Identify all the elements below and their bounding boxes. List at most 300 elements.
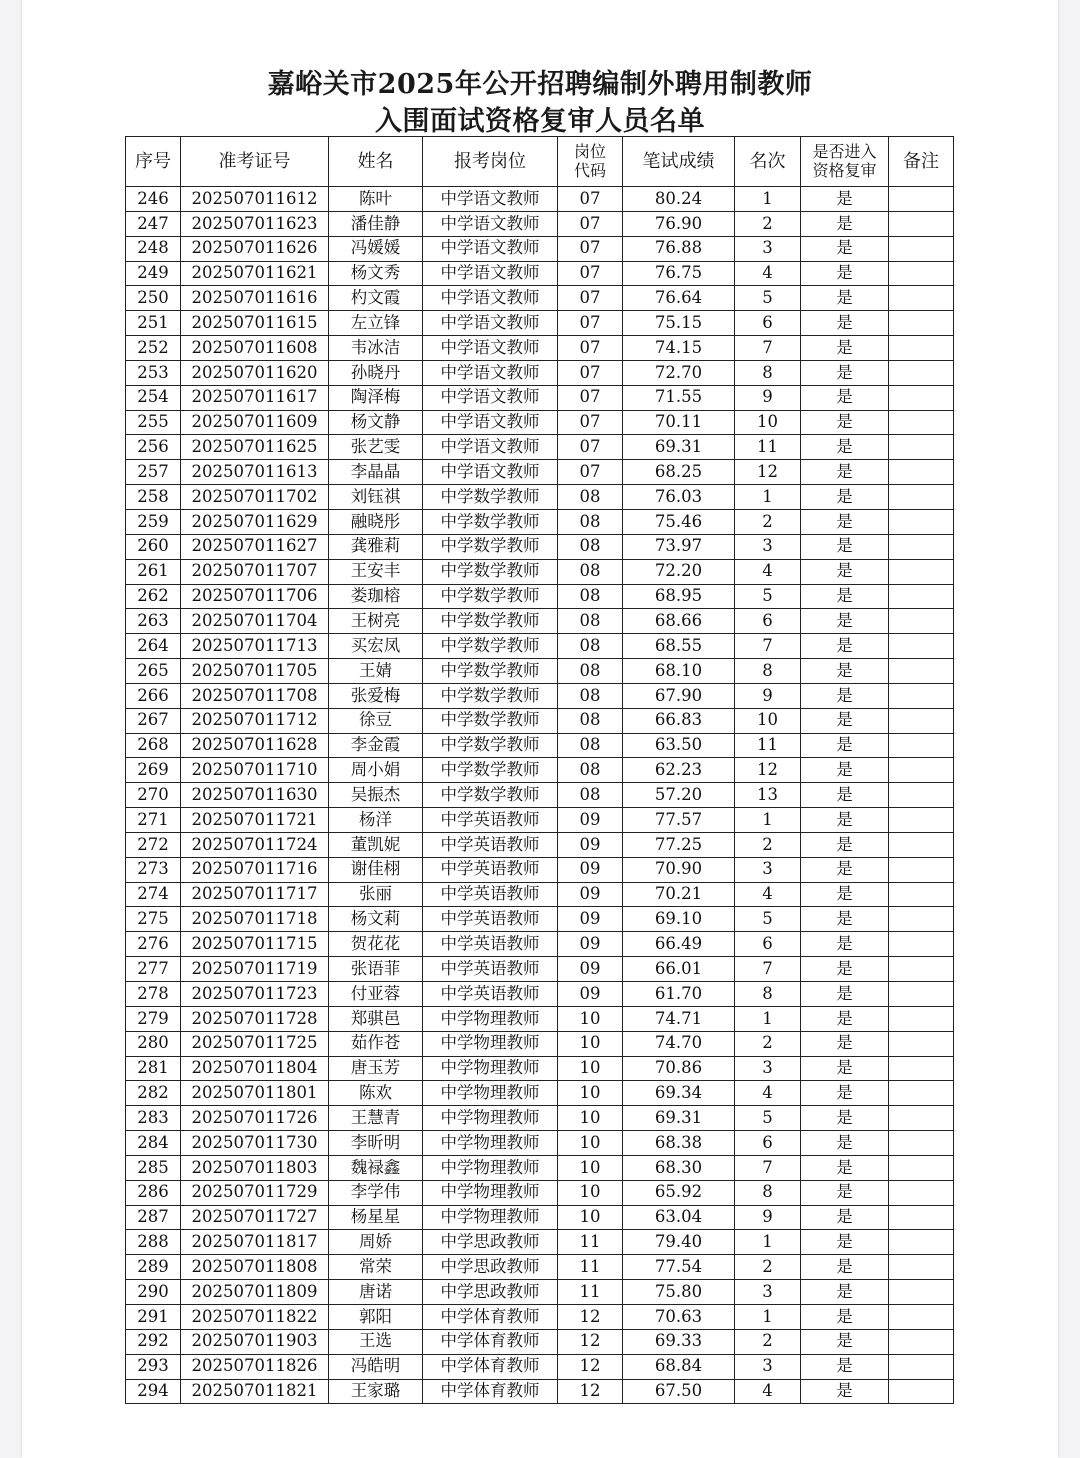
table-row	[126, 1031, 954, 1056]
cell-position: 中学物理教师	[423, 1180, 558, 1205]
cell-name: 陈叶	[329, 187, 423, 212]
cell-score: 70.63	[623, 1304, 735, 1329]
cell-review: 是	[801, 1180, 889, 1205]
header-exam-id: 准考证号	[181, 137, 329, 187]
cell-exam-id: 202507011727	[181, 1205, 329, 1230]
cell-position-code: 11	[558, 1230, 623, 1255]
cell-exam-id: 202507011617	[181, 385, 329, 410]
cell-remark	[889, 1354, 954, 1379]
cell-rank: 2	[735, 1031, 801, 1056]
cell-score: 75.80	[623, 1280, 735, 1305]
cell-rank: 9	[735, 683, 801, 708]
table-row	[126, 311, 954, 336]
cell-name: 刘钰祺	[329, 485, 423, 510]
cell-position: 中学语文教师	[423, 435, 558, 460]
cell-seq: 283	[126, 1106, 181, 1131]
cell-score: 69.31	[623, 435, 735, 460]
cell-rank: 2	[735, 1255, 801, 1280]
cell-remark	[889, 733, 954, 758]
cell-rank: 5	[735, 584, 801, 609]
cell-review: 是	[801, 1304, 889, 1329]
table-row	[126, 1354, 954, 1379]
cell-score: 70.90	[623, 857, 735, 882]
cell-position-code: 07	[558, 311, 623, 336]
table-row	[126, 1006, 954, 1031]
cell-seq: 260	[126, 534, 181, 559]
table-row	[126, 783, 954, 808]
cell-seq: 254	[126, 385, 181, 410]
cell-score: 69.31	[623, 1106, 735, 1131]
cell-seq: 280	[126, 1031, 181, 1056]
cell-remark	[889, 509, 954, 534]
cell-review: 是	[801, 1031, 889, 1056]
cell-name: 王慧青	[329, 1106, 423, 1131]
cell-review: 是	[801, 187, 889, 212]
cell-rank: 2	[735, 1329, 801, 1354]
cell-rank: 10	[735, 708, 801, 733]
cell-position-code: 08	[558, 634, 623, 659]
cell-rank: 1	[735, 1230, 801, 1255]
cell-seq: 287	[126, 1205, 181, 1230]
cell-score: 70.86	[623, 1056, 735, 1081]
cell-position: 中学语文教师	[423, 336, 558, 361]
table-row	[126, 211, 954, 236]
cell-rank: 6	[735, 932, 801, 957]
cell-exam-id: 202507011608	[181, 336, 329, 361]
cell-position: 中学物理教师	[423, 1155, 558, 1180]
cell-review: 是	[801, 1081, 889, 1106]
cell-exam-id: 202507011623	[181, 211, 329, 236]
cell-rank: 13	[735, 783, 801, 808]
header-name: 姓名	[329, 137, 423, 187]
table-row	[126, 857, 954, 882]
cell-exam-id: 202507011716	[181, 857, 329, 882]
cell-seq: 279	[126, 1006, 181, 1031]
cell-name: 郭阳	[329, 1304, 423, 1329]
table-row	[126, 708, 954, 733]
cell-score: 65.92	[623, 1180, 735, 1205]
cell-rank: 3	[735, 1056, 801, 1081]
cell-rank: 7	[735, 336, 801, 361]
table-row	[126, 1131, 954, 1156]
cell-position: 中学语文教师	[423, 261, 558, 286]
table-row	[126, 1329, 954, 1354]
cell-remark	[889, 385, 954, 410]
cell-remark	[889, 460, 954, 485]
cell-remark	[889, 1379, 954, 1404]
table-row	[126, 1304, 954, 1329]
cell-rank: 5	[735, 907, 801, 932]
cell-remark	[889, 708, 954, 733]
cell-seq: 255	[126, 410, 181, 435]
cell-review: 是	[801, 982, 889, 1007]
table-row	[126, 733, 954, 758]
cell-name: 王家璐	[329, 1379, 423, 1404]
cell-review: 是	[801, 882, 889, 907]
cell-seq: 268	[126, 733, 181, 758]
cell-exam-id: 202507011616	[181, 286, 329, 311]
cell-position-code: 10	[558, 1205, 623, 1230]
cell-seq: 278	[126, 982, 181, 1007]
cell-name: 张艺雯	[329, 435, 423, 460]
cell-remark	[889, 808, 954, 833]
cell-remark	[889, 534, 954, 559]
cell-rank: 1	[735, 485, 801, 510]
cell-review: 是	[801, 311, 889, 336]
cell-review: 是	[801, 1280, 889, 1305]
cell-remark	[889, 1106, 954, 1131]
cell-remark	[889, 832, 954, 857]
cell-score: 76.88	[623, 236, 735, 261]
table-row	[126, 336, 954, 361]
cell-exam-id: 202507011715	[181, 932, 329, 957]
cell-seq: 263	[126, 609, 181, 634]
cell-seq: 252	[126, 336, 181, 361]
table-row	[126, 634, 954, 659]
cell-review: 是	[801, 534, 889, 559]
cell-position-code: 09	[558, 808, 623, 833]
cell-remark	[889, 982, 954, 1007]
cell-exam-id: 202507011723	[181, 982, 329, 1007]
table-row	[126, 609, 954, 634]
cell-position: 中学英语教师	[423, 882, 558, 907]
cell-position-code: 10	[558, 1155, 623, 1180]
table-row	[126, 1155, 954, 1180]
cell-name: 李晶晶	[329, 460, 423, 485]
cell-exam-id: 202507011704	[181, 609, 329, 634]
cell-name: 王选	[329, 1329, 423, 1354]
header-rank: 名次	[735, 137, 801, 187]
cell-rank: 1	[735, 1006, 801, 1031]
cell-exam-id: 202507011627	[181, 534, 329, 559]
cell-position-code: 08	[558, 559, 623, 584]
cell-seq: 270	[126, 783, 181, 808]
cell-seq: 251	[126, 311, 181, 336]
cell-remark	[889, 410, 954, 435]
cell-name: 杓文霞	[329, 286, 423, 311]
cell-score: 76.90	[623, 211, 735, 236]
cell-seq: 291	[126, 1304, 181, 1329]
cell-rank: 6	[735, 609, 801, 634]
cell-exam-id: 202507011718	[181, 907, 329, 932]
cell-seq: 285	[126, 1155, 181, 1180]
cell-review: 是	[801, 360, 889, 385]
cell-review: 是	[801, 832, 889, 857]
cell-name: 徐豆	[329, 708, 423, 733]
table-row	[126, 187, 954, 212]
cell-rank: 11	[735, 435, 801, 460]
cell-exam-id: 202507011615	[181, 311, 329, 336]
cell-seq: 267	[126, 708, 181, 733]
cell-score: 72.20	[623, 559, 735, 584]
cell-review: 是	[801, 385, 889, 410]
cell-seq: 273	[126, 857, 181, 882]
cell-rank: 5	[735, 1106, 801, 1131]
cell-exam-id: 202507011903	[181, 1329, 329, 1354]
cell-position: 中学体育教师	[423, 1354, 558, 1379]
cell-score: 68.95	[623, 584, 735, 609]
cell-review: 是	[801, 286, 889, 311]
cell-exam-id: 202507011708	[181, 683, 329, 708]
cell-rank: 2	[735, 211, 801, 236]
cell-position-code: 07	[558, 360, 623, 385]
table-row	[126, 1205, 954, 1230]
cell-score: 68.84	[623, 1354, 735, 1379]
table-row	[126, 957, 954, 982]
cell-rank: 3	[735, 534, 801, 559]
cell-score: 68.66	[623, 609, 735, 634]
cell-name: 谢佳栩	[329, 857, 423, 882]
cell-remark	[889, 1131, 954, 1156]
cell-score: 68.30	[623, 1155, 735, 1180]
table-row	[126, 882, 954, 907]
cell-remark	[889, 360, 954, 385]
cell-position-code: 07	[558, 187, 623, 212]
table-row	[126, 1230, 954, 1255]
cell-review: 是	[801, 336, 889, 361]
cell-position: 中学英语教师	[423, 857, 558, 882]
cell-review: 是	[801, 460, 889, 485]
cell-name: 唐玉芳	[329, 1056, 423, 1081]
cell-remark	[889, 1180, 954, 1205]
cell-position: 中学语文教师	[423, 311, 558, 336]
cell-review: 是	[801, 1155, 889, 1180]
cell-score: 67.50	[623, 1379, 735, 1404]
cell-remark	[889, 435, 954, 460]
cell-position: 中学英语教师	[423, 808, 558, 833]
cell-review: 是	[801, 857, 889, 882]
header-code-line2: 代码	[573, 160, 606, 180]
cell-position: 中学体育教师	[423, 1329, 558, 1354]
cell-position-code: 08	[558, 485, 623, 510]
cell-position: 中学数学教师	[423, 708, 558, 733]
cell-review: 是	[801, 708, 889, 733]
cell-exam-id: 202507011803	[181, 1155, 329, 1180]
cell-position: 中学物理教师	[423, 1031, 558, 1056]
cell-position: 中学语文教师	[423, 187, 558, 212]
cell-name: 左立锋	[329, 311, 423, 336]
cell-position: 中学数学教师	[423, 485, 558, 510]
table-row	[126, 559, 954, 584]
cell-seq: 248	[126, 236, 181, 261]
cell-position-code: 07	[558, 286, 623, 311]
header-remark: 备注	[889, 137, 954, 187]
cell-position-code: 08	[558, 534, 623, 559]
cell-rank: 11	[735, 733, 801, 758]
cell-rank: 5	[735, 286, 801, 311]
cell-seq: 281	[126, 1056, 181, 1081]
cell-review: 是	[801, 808, 889, 833]
cell-position-code: 07	[558, 385, 623, 410]
cell-rank: 8	[735, 1180, 801, 1205]
cell-exam-id: 202507011705	[181, 659, 329, 684]
cell-remark	[889, 187, 954, 212]
cell-remark	[889, 1056, 954, 1081]
table-row	[126, 907, 954, 932]
cell-rank: 3	[735, 1354, 801, 1379]
cell-name: 融晓彤	[329, 509, 423, 534]
cell-exam-id: 202507011626	[181, 236, 329, 261]
cell-remark	[889, 634, 954, 659]
cell-position-code: 08	[558, 758, 623, 783]
cell-position-code: 09	[558, 832, 623, 857]
cell-seq: 284	[126, 1131, 181, 1156]
cell-remark	[889, 1006, 954, 1031]
cell-review: 是	[801, 1354, 889, 1379]
cell-name: 王树亮	[329, 609, 423, 634]
cell-position-code: 07	[558, 435, 623, 460]
cell-exam-id: 202507011728	[181, 1006, 329, 1031]
cell-review: 是	[801, 485, 889, 510]
cell-remark	[889, 261, 954, 286]
cell-exam-id: 202507011625	[181, 435, 329, 460]
cell-score: 68.10	[623, 659, 735, 684]
document-title-line2: 入围面试资格复审人员名单	[375, 106, 705, 137]
cell-remark	[889, 907, 954, 932]
cell-name: 郑骐邑	[329, 1006, 423, 1031]
cell-seq: 292	[126, 1329, 181, 1354]
table-row	[126, 460, 954, 485]
cell-exam-id: 202507011808	[181, 1255, 329, 1280]
table-row	[126, 485, 954, 510]
cell-remark	[889, 857, 954, 882]
cell-position-code: 10	[558, 1081, 623, 1106]
table-row	[126, 360, 954, 385]
cell-exam-id: 202507011713	[181, 634, 329, 659]
cell-rank: 4	[735, 1379, 801, 1404]
cell-position-code: 07	[558, 211, 623, 236]
cell-position-code: 08	[558, 659, 623, 684]
cell-review: 是	[801, 1006, 889, 1031]
cell-remark	[889, 659, 954, 684]
cell-rank: 2	[735, 832, 801, 857]
cell-remark	[889, 932, 954, 957]
cell-score: 76.64	[623, 286, 735, 311]
cell-seq: 250	[126, 286, 181, 311]
cell-position: 中学语文教师	[423, 460, 558, 485]
cell-position: 中学英语教师	[423, 907, 558, 932]
cell-name: 李昕明	[329, 1131, 423, 1156]
cell-position: 中学英语教师	[423, 982, 558, 1007]
cell-seq: 271	[126, 808, 181, 833]
cell-seq: 286	[126, 1180, 181, 1205]
cell-remark	[889, 311, 954, 336]
cell-position: 中学物理教师	[423, 1056, 558, 1081]
cell-seq: 257	[126, 460, 181, 485]
cell-review: 是	[801, 733, 889, 758]
table-row	[126, 410, 954, 435]
cell-position: 中学物理教师	[423, 1006, 558, 1031]
cell-seq: 293	[126, 1354, 181, 1379]
cell-position-code: 10	[558, 1056, 623, 1081]
cell-exam-id: 202507011710	[181, 758, 329, 783]
table-row	[126, 982, 954, 1007]
header-seq: 序号	[126, 137, 181, 187]
cell-review: 是	[801, 932, 889, 957]
table-row	[126, 1056, 954, 1081]
cell-rank: 8	[735, 360, 801, 385]
cell-rank: 3	[735, 236, 801, 261]
cell-rank: 1	[735, 187, 801, 212]
cell-exam-id: 202507011801	[181, 1081, 329, 1106]
cell-score: 77.25	[623, 832, 735, 857]
cell-rank: 10	[735, 410, 801, 435]
cell-position: 中学语文教师	[423, 211, 558, 236]
cell-seq: 258	[126, 485, 181, 510]
cell-review: 是	[801, 435, 889, 460]
cell-score: 74.70	[623, 1031, 735, 1056]
cell-review: 是	[801, 957, 889, 982]
table-row	[126, 1379, 954, 1404]
cell-rank: 8	[735, 982, 801, 1007]
cell-rank: 7	[735, 1155, 801, 1180]
cell-score: 80.24	[623, 187, 735, 212]
cell-rank: 6	[735, 311, 801, 336]
cell-exam-id: 202507011725	[181, 1031, 329, 1056]
cell-exam-id: 202507011809	[181, 1280, 329, 1305]
cell-exam-id: 202507011609	[181, 410, 329, 435]
cell-review: 是	[801, 211, 889, 236]
cell-name: 付亚蓉	[329, 982, 423, 1007]
cell-position-code: 12	[558, 1304, 623, 1329]
cell-rank: 7	[735, 957, 801, 982]
cell-name: 龚雅莉	[329, 534, 423, 559]
cell-score: 63.04	[623, 1205, 735, 1230]
cell-exam-id: 202507011613	[181, 460, 329, 485]
cell-name: 冯皓明	[329, 1354, 423, 1379]
cell-review: 是	[801, 758, 889, 783]
cell-name: 娄珈榕	[329, 584, 423, 609]
cell-position-code: 12	[558, 1329, 623, 1354]
cell-rank: 1	[735, 808, 801, 833]
cell-position: 中学英语教师	[423, 932, 558, 957]
cell-position: 中学数学教师	[423, 659, 558, 684]
cell-score: 75.15	[623, 311, 735, 336]
cell-rank: 4	[735, 559, 801, 584]
cell-position: 中学语文教师	[423, 360, 558, 385]
cell-seq: 276	[126, 932, 181, 957]
cell-score: 66.49	[623, 932, 735, 957]
cell-remark	[889, 1304, 954, 1329]
cell-name: 王婧	[329, 659, 423, 684]
cell-position-code: 10	[558, 1031, 623, 1056]
cell-position-code: 11	[558, 1280, 623, 1305]
cell-position-code: 07	[558, 410, 623, 435]
cell-rank: 4	[735, 1081, 801, 1106]
table-row	[126, 1180, 954, 1205]
cell-seq: 249	[126, 261, 181, 286]
cell-position: 中学思政教师	[423, 1255, 558, 1280]
cell-seq: 247	[126, 211, 181, 236]
cell-exam-id: 202507011821	[181, 1379, 329, 1404]
cell-score: 75.46	[623, 509, 735, 534]
cell-review: 是	[801, 659, 889, 684]
table-header-row	[126, 137, 954, 187]
cell-name: 周娇	[329, 1230, 423, 1255]
cell-exam-id: 202507011620	[181, 360, 329, 385]
table-row	[126, 261, 954, 286]
cell-seq: 272	[126, 832, 181, 857]
cell-review: 是	[801, 1056, 889, 1081]
table-row	[126, 1081, 954, 1106]
table-row	[126, 534, 954, 559]
cell-position: 中学英语教师	[423, 832, 558, 857]
cell-position-code: 10	[558, 1180, 623, 1205]
cell-position-code: 08	[558, 683, 623, 708]
cell-score: 57.20	[623, 783, 735, 808]
cell-position-code: 11	[558, 1255, 623, 1280]
cell-rank: 12	[735, 460, 801, 485]
